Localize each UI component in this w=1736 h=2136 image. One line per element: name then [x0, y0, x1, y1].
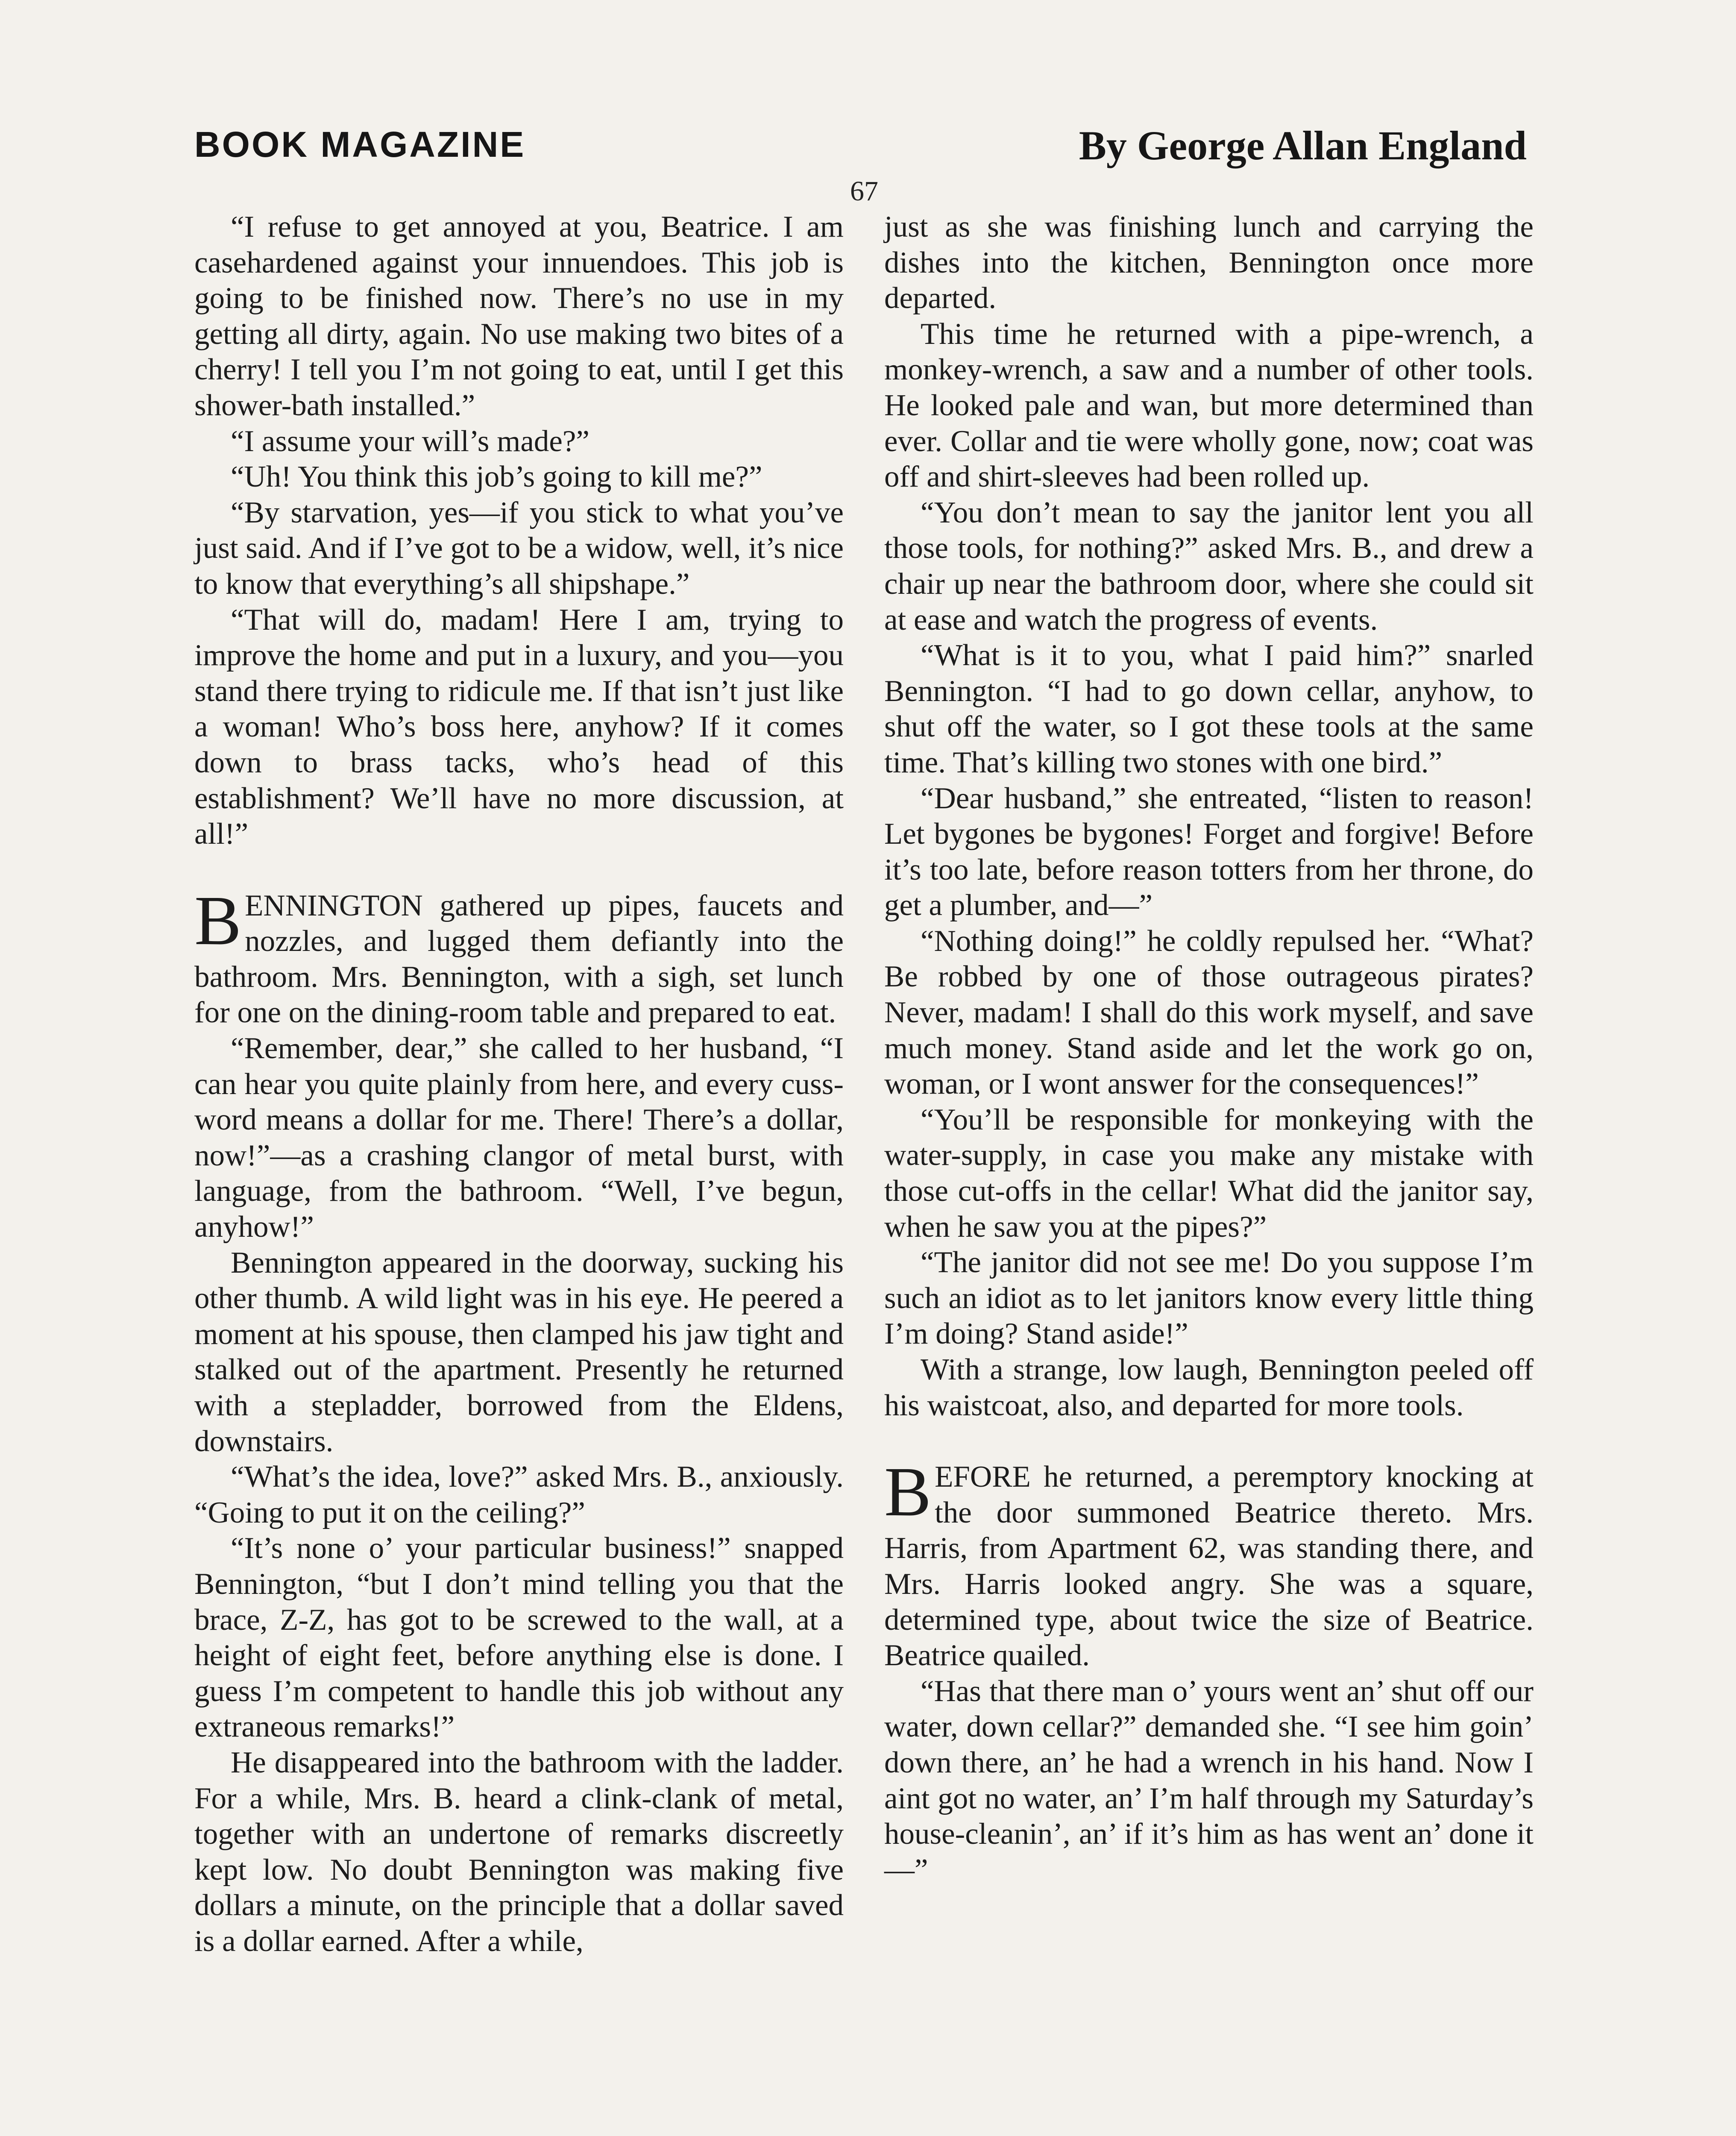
paragraph: “By starvation, yes—if you stick to what you’ve just said. And if I’ve got to be a widow, well, it’s nice to know that everything’s all shipshape.”: [194, 496, 844, 601]
paragraph: “It’s none o’ your particular business!” snapped Bennington, “but I don’t mind telling you that the brace, Z-Z, has got to be screwed to the wall, at a height of eight feet, before anything else is done. I guess I’m competent to handle this job without any extraneous remarks!”: [194, 1532, 844, 1744]
right-text-column: [884, 209, 1534, 1888]
magazine-title: BOOK MAGAZINE: [194, 124, 526, 164]
paragraph: “Dear husband,” she entreated, “listen to reason! Let bygones be bygones! Forget and forgive! Before it’s too late, before reason totters from her throne, do get a plumber, and—”: [884, 781, 1534, 922]
paragraph: With a strange, low laugh, Bennington peeled off his waistcoat, also, and departed for more tools.: [884, 1353, 1534, 1422]
paragraph: “I assume your will’s made?”: [231, 424, 589, 458]
paragraph: He disappeared into the bathroom with the ladder. For a while, Mrs. B. heard a clink-clank of metal, together with an undertone of remarks discreetly kept low. No doubt Bennington was making five dollars a minute, on the principle that a dollar saved is a dollar earned. After a while,: [194, 1746, 844, 1958]
paragraph: “Remember, dear,” she called to her husband, “I can hear you quite plainly from here, and every cuss-word means a dollar for me. There! There’s a dollar, now!”—as a crashing clangor of metal burst, with language, from the bathroom. “Well, I’ve begun, anyhow!”: [194, 1032, 844, 1244]
left-text-column: [194, 209, 844, 1960]
drop-cap: B: [884, 1452, 932, 1531]
paragraph: “Uh! You think this job’s going to kill me?”: [231, 460, 762, 494]
paragraph: Bennington appeared in the doorway, sucking his other thumb. A wild light was in his eye. He peered a moment at his spouse, then clamped his jaw tight and stalked out of the apartment. Presently he returned with a stepladder, borrowed from the Eldens, downstairs.: [194, 1246, 844, 1458]
paragraph: “Nothing doing!” he coldly repulsed her. “What? Be robbed by one of those outrageous pirates? Never, madam! I shall do this work myself, and save much money. Stand aside and let the work go on, woman, or I wont answer for the consequences!”: [884, 924, 1534, 1101]
paragraph-text: EFORE he returned, a peremptory knocking at the door summoned Beatrice thereto. Mrs. Harris, from Apartment 62, was standing there, and Mrs. Harris looked angry. She was a square, determined type, about twice the size of Beatrice. Beatrice quailed.: [884, 1460, 1534, 1672]
author-byline: By George Allan England: [1079, 123, 1527, 168]
section-paragraph: [884, 1452, 1534, 1674]
drop-cap: B: [194, 881, 242, 959]
page-number: 67: [850, 176, 878, 207]
section-paragraph: [194, 881, 844, 1031]
paragraph: “You’ll be responsible for monkeying with the water-supply, in case you make any mistake with those cut-offs in the cellar! What did the janitor say, when he saw you at the pipes?”: [884, 1103, 1534, 1244]
paragraph: “What’s the idea, love?” asked Mrs. B., anxiously. “Going to put it on the ceiling?”: [194, 1460, 844, 1529]
paragraph: “The janitor did not see me! Do you suppose I’m such an idiot as to let janitors know every little thing I’m doing? Stand aside!”: [884, 1246, 1534, 1351]
paragraph: “Has that there man o’ yours went an’ shut off our water, down cellar?” demanded she. “I see him goin’ down there, an’ he had a wrench in his hand. Now I aint got no water, an’ I’m half through my Saturday’s house-cleanin’, an’ if it’s him as has went an’ done it—”: [884, 1674, 1534, 1887]
paragraph: “That will do, madam! Here I am, trying to improve the home and put in a luxury, and you—you stand there trying to ridicule me. If that isn’t just like a woman! Who’s boss here, anyhow? If it comes down to brass tacks, who’s head of this establishment? We’ll have no more discussion, at all!”: [194, 603, 844, 851]
paragraph: “What is it to you, what I paid him?” snarled Bennington. “I had to go down cellar, anyhow, to shut off the water, so I got these tools at the same time. That’s killing two stones with one bird.”: [884, 639, 1534, 779]
paragraph-continued: just as she was finishing lunch and carrying the dishes into the kitchen, Bennington once more departed.: [884, 210, 1534, 315]
paragraph-text: ENNINGTON gathered up pipes, faucets and nozzles, and lugged them defiantly into the bathroom. Mrs. Bennington, with a sigh, set lunch for one on the dining-room table and prepared to eat.: [194, 889, 844, 1030]
paragraph: “You don’t mean to say the janitor lent you all those tools, for nothing?” asked Mrs. B., and drew a chair up near the bathroom door, where she could sit at ease and watch the progress of events.: [884, 496, 1534, 637]
paragraph: “I refuse to get annoyed at you, Beatrice. I am casehardened against your innuendoes. This job is going to be finished now. There’s no use in my getting all dirty, again. No use making two bites of a cherry! I tell you I’m not going to eat, until I get this shower-bath installed.”: [194, 210, 844, 422]
paragraph: This time he returned with a pipe-wrench, a monkey-wrench, a saw and a number of other tools. He looked pale and wan, but more determined than ever. Collar and tie were wholly gone, now; coat was off and shirt-sleeves had been rolled up.: [884, 317, 1534, 494]
